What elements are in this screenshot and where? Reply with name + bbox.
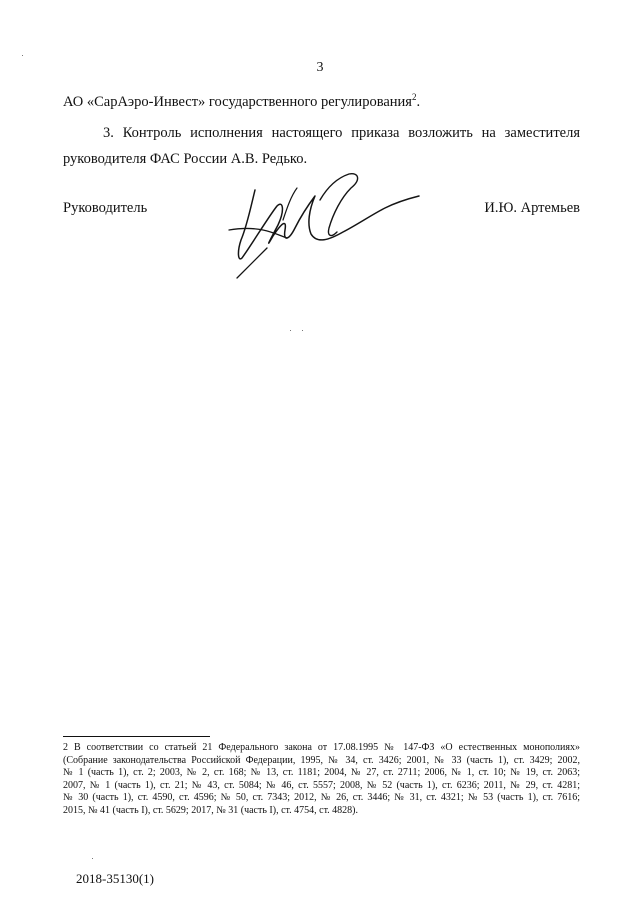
footnote-2: [63, 742, 580, 818]
footnote-line: 2 В соответствии со статьей 21 Федерального закона от 17.08.1995 № 147-ФЗ «О естественных монополиях»: [63, 742, 580, 753]
scan-speck: [302, 330, 303, 331]
handwritten-signature-icon: [225, 170, 425, 285]
footnote-line: № 30 (часть 1), ст. 4590, ст. 4596; № 50, ст. 7343; 2012, № 26, ст. 3446; № 31, ст. 4321; № 53 (часть 1), ст. 7616;: [63, 792, 580, 804]
signatory-role: Руководитель: [63, 200, 148, 216]
footnote-line: № 1 (часть 1), ст. 2; 2003, № 2, ст. 168; № 13, ст. 1181; 2004, № 27, ст. 2711; 2006, № 1, ст. 10; № 19, ст. 2063;: [63, 767, 580, 779]
footnote-line: 2007, № 1 (часть 1), ст. 21; № 43, ст. 5084; № 46, ст. 5557; 2008, № 52 (часть 1), ст. 6236; 2011, № 29, ст. 4281;: [63, 779, 580, 791]
scan-speck: [92, 858, 93, 859]
footnote-separator: [63, 736, 210, 737]
body-line-regulation-end: .: [416, 93, 421, 110]
document-registration-number: 2018-35130(1): [76, 871, 154, 886]
signatory-name: И.Ю. Артемьев: [484, 200, 580, 216]
scan-speck: [22, 55, 23, 56]
footnote-reference: 2: [411, 92, 417, 102]
scan-speck: [290, 330, 291, 331]
paragraph-3-line-2: руководителя ФАС России А.В. Редько.: [63, 151, 308, 167]
footnote-line: (Собрание законодательства Российской Федерации, 1995, № 34, ст. 3426; 2001, № 33 (часть 1), ст. 3429; 2002,: [63, 754, 580, 766]
paragraph-3-line-1: 3. Контроль исполнения настоящего приказа возложить на заместителя: [103, 125, 580, 141]
paragraph-3: [63, 120, 580, 172]
body-line-regulation-text: АО «СарАэро-Инвест» государственного регулирования: [63, 93, 412, 110]
page-number: 3: [316, 60, 324, 75]
footnote-line: 2015, № 41 (часть I), ст. 5629; 2017, № 31 (часть I), ст. 4754, ст. 4828).: [63, 804, 359, 816]
body-line-regulation: [63, 92, 420, 111]
